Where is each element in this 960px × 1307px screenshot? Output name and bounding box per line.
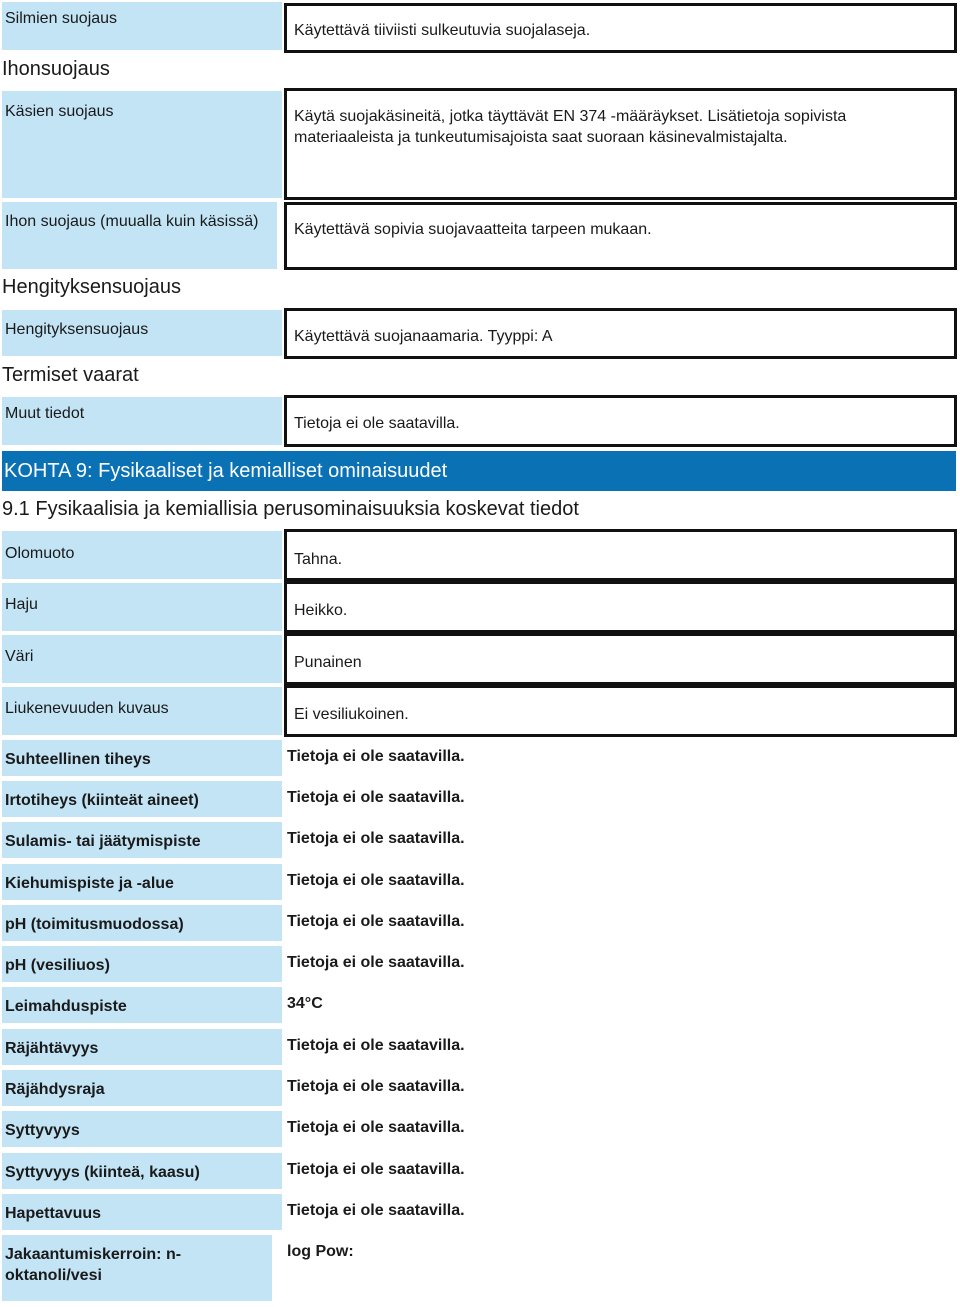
- section-9-title: KOHTA 9: Fysikaaliset ja kemialliset ominaisuudet: [2, 451, 956, 491]
- property-value: Tietoja ei ole saatavilla.: [287, 1119, 465, 1136]
- property-value: Tietoja ei ole saatavilla.: [287, 1078, 465, 1095]
- property-value: Tietoja ei ole saatavilla.: [287, 872, 465, 889]
- property-label: Syttyvyys: [2, 1111, 282, 1147]
- property-label: Syttyvyys (kiinteä, kaasu): [2, 1153, 282, 1189]
- property-label: Olomuoto: [2, 531, 282, 579]
- eye-protection-label: Silmien suojaus: [2, 2, 282, 50]
- property-value: log Pow:: [287, 1243, 354, 1260]
- other-info-value: Tietoja ei ole saatavilla.: [284, 395, 957, 447]
- hand-protection-value: Käytä suojakäsineitä, jotka täyttävät EN 374 -määräykset. Lisätietoja sopivista materiaaleista ja tunkeutumisajoista saat suoraan käsinevalmistajalta.: [284, 88, 957, 200]
- property-label: Räjähtävyys: [2, 1029, 282, 1065]
- property-value: Tahna.: [284, 529, 957, 581]
- property-label: pH (toimitusmuodossa): [2, 905, 282, 941]
- property-value: Tietoja ei ole saatavilla.: [287, 748, 465, 765]
- property-label: Räjähdysraja: [2, 1070, 282, 1106]
- property-value: Tietoja ei ole saatavilla.: [287, 1037, 465, 1054]
- body-protection-label: Ihon suojaus (muualla kuin käsissä): [2, 202, 277, 269]
- property-value: Tietoja ei ole saatavilla.: [287, 1161, 465, 1178]
- respiratory-protection-heading: Hengityksensuojaus: [2, 276, 181, 298]
- property-label: Leimahduspiste: [2, 987, 282, 1023]
- thermal-hazards-heading: Termiset vaarat: [2, 364, 139, 386]
- property-value: Punainen: [284, 633, 957, 685]
- respiratory-protection-label: Hengityksensuojaus: [2, 310, 282, 356]
- respiratory-protection-value: Käytettävä suojanaamaria. Tyyppi: A: [284, 308, 957, 359]
- property-label: Kiehumispiste ja -alue: [2, 864, 282, 900]
- property-value: 34°C: [287, 995, 323, 1012]
- property-label: Suhteellinen tiheys: [2, 740, 282, 776]
- property-label: Sulamis- tai jäätymispiste: [2, 822, 282, 858]
- property-label: Väri: [2, 635, 282, 683]
- property-value: Tietoja ei ole saatavilla.: [287, 789, 465, 806]
- eye-protection-value: Käytettävä tiiviisti sulkeutuvia suojalaseja.: [284, 3, 957, 53]
- property-value: Heikko.: [284, 581, 957, 633]
- skin-protection-heading: Ihonsuojaus: [2, 58, 110, 80]
- property-label: Liukenevuuden kuvaus: [2, 687, 282, 735]
- property-label: Hapettavuus: [2, 1194, 282, 1230]
- property-label: pH (vesiliuos): [2, 946, 282, 982]
- section-9-1-heading: 9.1 Fysikaalisia ja kemiallisia perusominaisuuksia koskevat tiedot: [2, 498, 579, 520]
- other-info-label: Muut tiedot: [2, 397, 282, 445]
- property-label: Haju: [2, 583, 282, 631]
- body-protection-value: Käytettävä sopivia suojavaatteita tarpeen mukaan.: [284, 202, 957, 270]
- property-value: Tietoja ei ole saatavilla.: [287, 954, 465, 971]
- hand-protection-label: Käsien suojaus: [2, 91, 282, 198]
- property-value: Tietoja ei ole saatavilla.: [287, 1202, 465, 1219]
- property-value: Tietoja ei ole saatavilla.: [287, 830, 465, 847]
- property-label: Jakaantumiskerroin: n-oktanoli/vesi: [2, 1235, 272, 1301]
- property-label: Irtotiheys (kiinteät aineet): [2, 781, 282, 817]
- property-value: Tietoja ei ole saatavilla.: [287, 913, 465, 930]
- property-value: Ei vesiliukoinen.: [284, 685, 957, 737]
